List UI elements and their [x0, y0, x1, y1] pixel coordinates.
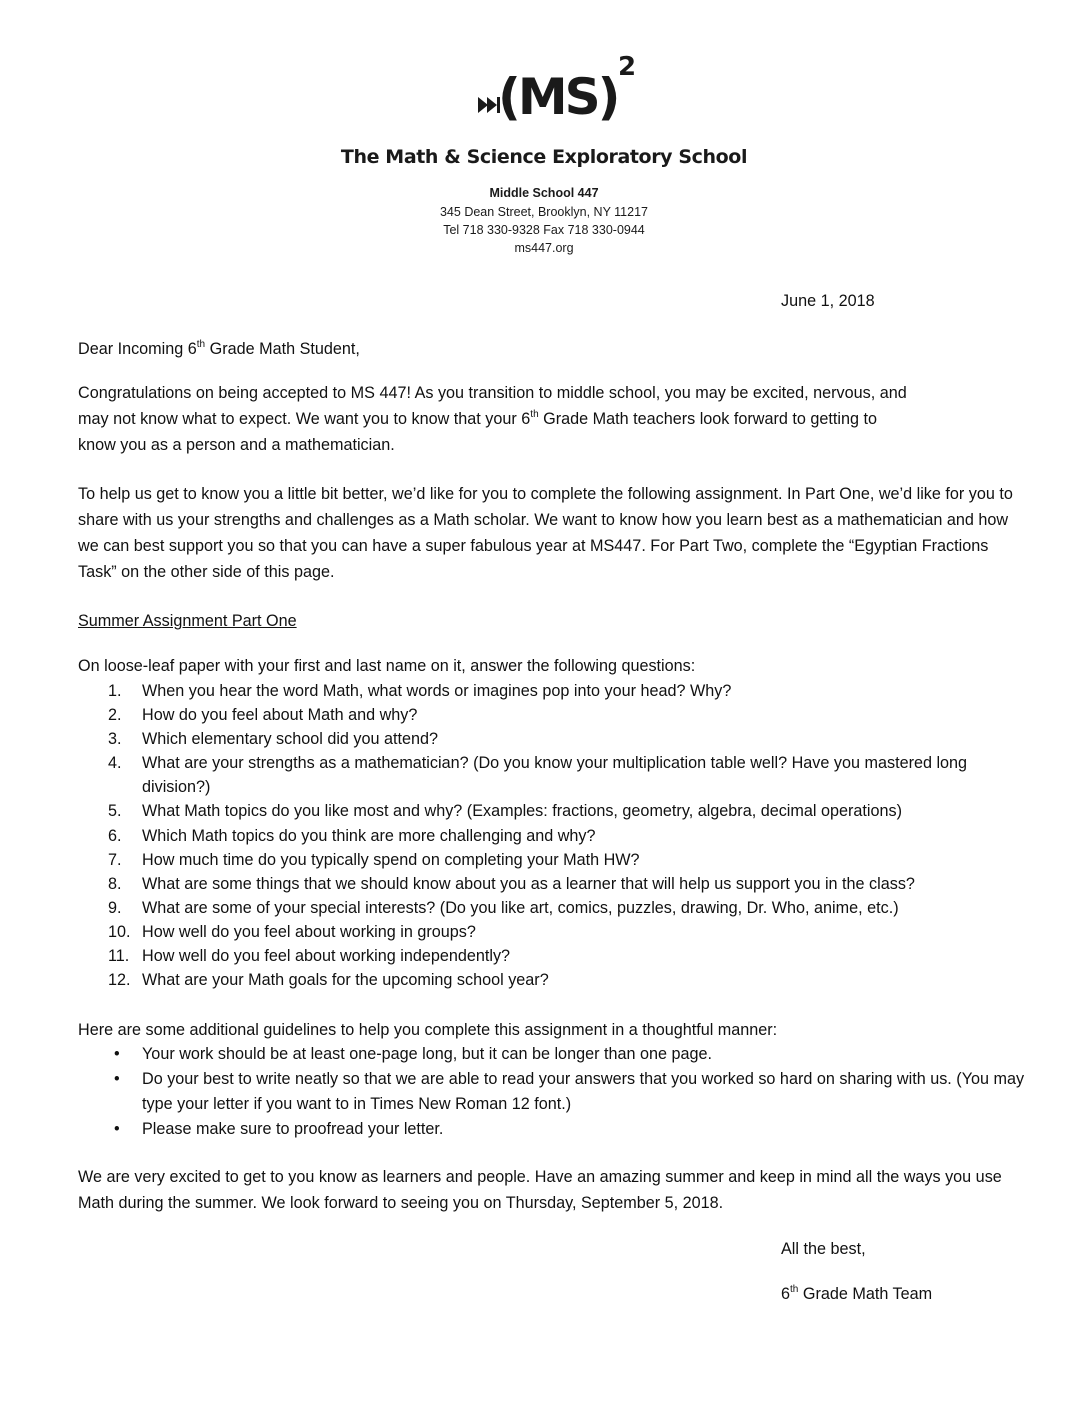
question-item — [78, 920, 1038, 944]
logo-text: (MS) — [498, 68, 618, 126]
question-item — [78, 896, 1038, 920]
text-span: Grade Math teachers look forward to getting to — [538, 410, 877, 428]
section-heading: Summer Assignment Part One — [78, 612, 297, 630]
question-text: Which elementary school did you attend? — [142, 730, 439, 749]
bullet-icon: • — [114, 1045, 120, 1063]
question-text: Which Math topics do you think are more challenging and why? — [142, 826, 596, 845]
guideline-text: Your work should be at least one-page long, but it can be longer than one page. — [142, 1045, 712, 1063]
question-number: 7. — [108, 850, 122, 869]
question-text: What are some things that we should know about you as a learner that will help us support you in the class? — [142, 874, 915, 893]
question-number: 10. — [108, 922, 131, 941]
signoff: All the best, — [781, 1240, 866, 1258]
question-text: What are some of your special interests? (Do you like art, comics, puzzles, drawing, Dr. Who, anime, etc.) — [142, 898, 899, 917]
question-number: 6. — [108, 826, 122, 845]
school-name: The Math & Science Exploratory School — [340, 146, 748, 168]
question-number: 1. — [108, 682, 122, 700]
paragraph-intro — [78, 380, 1018, 458]
question-text: What are your strengths as a mathematician? (Do you know your multiplication table well? Have you mastered long division?) — [142, 754, 968, 797]
logo-superscript: 2 — [618, 52, 637, 82]
salutation — [78, 336, 360, 362]
question-item — [78, 751, 1038, 799]
question-text: When you hear the word Math, what words or imagines pop into your head? Why? — [142, 682, 732, 700]
school-phone-fax: Tel 718 330-9328 Fax 718 330-0944 — [443, 223, 645, 237]
question-number: 9. — [108, 898, 122, 917]
signature-superscript: th — [790, 1283, 799, 1295]
signature-text: 6 — [781, 1285, 791, 1303]
question-number: 5. — [108, 802, 122, 821]
school-address: 345 Dean Street, Brooklyn, NY 11217 — [439, 205, 648, 219]
question-text: What Math topics do you like most and why? (Examples: fractions, geometry, algebra, decimal operations) — [142, 802, 902, 821]
letter-date: June 1, 2018 — [781, 292, 875, 310]
guideline-item — [78, 1042, 1038, 1067]
question-item — [78, 944, 1038, 968]
grade-superscript: th — [530, 408, 539, 420]
question-number: 2. — [108, 706, 122, 725]
guideline-item — [78, 1117, 1038, 1142]
question-number: 12. — [108, 971, 131, 990]
signature — [781, 1281, 932, 1307]
guidelines-list — [78, 1042, 1038, 1142]
question-number: 3. — [108, 730, 122, 749]
question-item — [78, 799, 1038, 823]
question-item — [78, 679, 1038, 703]
question-item — [78, 727, 1038, 751]
question-item — [78, 968, 1038, 992]
school-website: ms447.org — [514, 241, 574, 255]
question-number: 11. — [108, 947, 130, 966]
questions-list — [78, 679, 1038, 992]
paragraph-intro-line — [78, 406, 1018, 432]
question-number: 4. — [108, 754, 122, 773]
question-item — [78, 872, 1038, 896]
paragraph-intro-line: Congratulations on being accepted to MS 447! As you transition to middle school, you may be excited, nervous, and — [78, 384, 907, 402]
guideline-text: Do your best to write neatly so that we are able to read your answers that you worked so hard on sharing with us. (You may type your letter if you want to in Times New Roman 12 font.) — [142, 1070, 1025, 1113]
question-item — [78, 703, 1038, 727]
question-item — [78, 824, 1038, 848]
salutation-superscript: th — [196, 338, 206, 350]
school-logo — [478, 54, 648, 144]
question-number: 8. — [108, 874, 122, 893]
guideline-text: Please make sure to proofread your letter. — [142, 1120, 444, 1138]
guidelines-intro: Here are some additional guidelines to help you complete this assignment in a thoughtful manner: — [78, 1021, 778, 1039]
paragraph-intro-line: know you as a person and a mathematician. — [78, 436, 395, 454]
question-text: How well do you feel about working independently? — [142, 947, 511, 966]
question-text: How much time do you typically spend on completing your Math HW? — [142, 850, 640, 869]
question-text: How well do you feel about working in groups? — [142, 922, 476, 941]
text-span: may not know what to expect. We want you to know that your 6 — [78, 410, 531, 428]
bullet-icon: • — [114, 1070, 120, 1088]
closing-paragraph: We are very excited to get to you know as learners and people. Have an amazing summer and keep in mind all the ways you use Math during the summer. We look forward to seeing you on Thursday, September 5, 2018. — [78, 1168, 1002, 1212]
signature-text-end: Grade Math Team — [798, 1285, 933, 1303]
bullet-icon: • — [114, 1120, 120, 1138]
questions-intro: On loose-leaf paper with your first and last name on it, answer the following questions: — [78, 657, 696, 675]
question-item — [78, 848, 1038, 872]
salutation-text-end: Grade Math Student, — [205, 340, 360, 358]
question-text: What are your Math goals for the upcoming school year? — [142, 971, 549, 990]
paragraph-assignment: To help us get to know you a little bit better, we’d like for you to complete the following assignment. In Part One, we’d like for you to share with us your strengths and challenges as a Math scholar. We want to know how you learn best as a mathematician and how we can best support you so that you can have a super fabulous year at MS447. For Part Two, complete the “Egyptian Fractions Task” on the other side of this page. — [78, 485, 1013, 581]
salutation-text: Dear Incoming 6 — [78, 340, 197, 358]
question-text: How do you feel about Math and why? — [142, 706, 418, 725]
guideline-item — [78, 1067, 1038, 1117]
school-number: Middle School 447 — [489, 186, 599, 200]
